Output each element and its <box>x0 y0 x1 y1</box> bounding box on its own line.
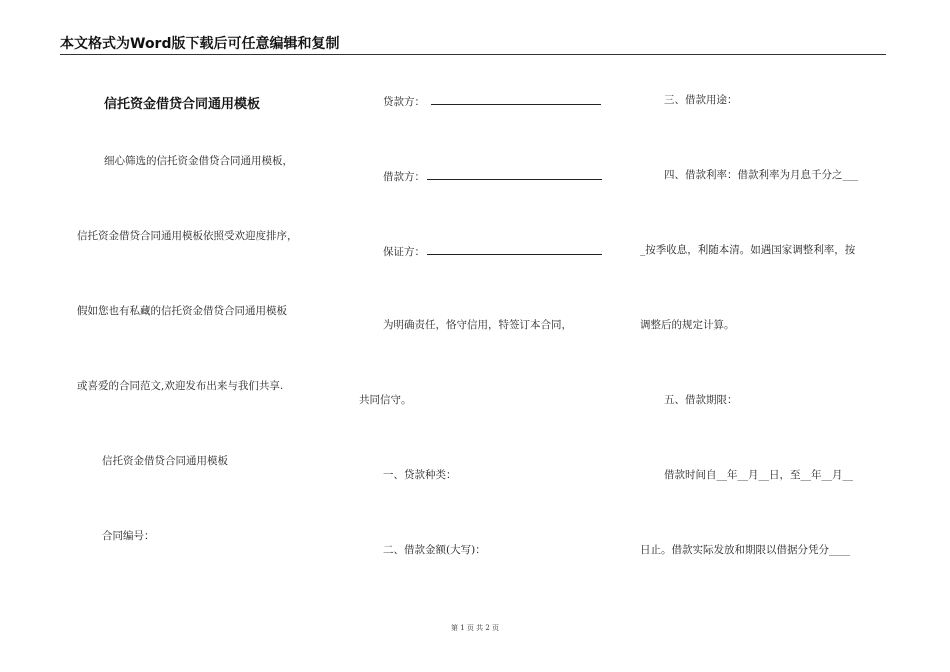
page-header <box>60 36 886 55</box>
lender-label: 贷款方： <box>383 96 425 108</box>
guarantor-field <box>383 243 602 259</box>
clause-interest-rate-cont: _按季收息，利随本清。如遇国家调整利率，按 <box>640 244 856 256</box>
contract-number-label: 合同编号： <box>102 530 155 542</box>
borrower-label: 借款方： <box>383 171 425 183</box>
header-title: 本文格式为Word版下载后可任意编辑和复制 <box>60 36 340 52</box>
lender-field <box>383 93 601 109</box>
purpose-statement: 为明确责任，恪守信用，特签订本合同， <box>383 319 572 331</box>
intro-line-2: 信托资金借贷合同通用模板依照受欢迎度排序， <box>77 230 298 242</box>
page-footer: 第 1 页 共 2 页 <box>450 624 500 632</box>
purpose-statement-cont: 共同信守。 <box>359 394 412 406</box>
clause-loan-amount: 二、借款金额(大写)： <box>383 544 486 556</box>
clause-loan-purpose: 三、借款用途： <box>664 94 738 106</box>
document-title: 信托资金借贷合同通用模板 <box>104 97 261 112</box>
lender-blank <box>431 93 601 105</box>
intro-line-4: 或喜爱的合同范文,欢迎发布出来与我们共享. <box>77 380 284 392</box>
clause-interest-rate: 四、借款利率：借款利率为月息千分之___ <box>664 169 859 181</box>
borrower-blank <box>427 168 602 180</box>
borrower-field <box>383 168 602 184</box>
clause-loan-term-line2: 日止。借款实际发放和期限以借据分凭分____ <box>640 544 850 556</box>
guarantor-label: 保证方： <box>383 246 425 258</box>
guarantor-blank <box>427 243 602 255</box>
template-name: 信托资金借贷合同通用模板 <box>102 455 228 467</box>
intro-line-1: 细心筛选的信托资金借贷合同通用模板， <box>104 155 293 167</box>
clause-interest-rate-cont2: 调整后的规定计算。 <box>640 319 735 331</box>
clause-loan-type: 一、贷款种类： <box>383 469 457 481</box>
clause-loan-term: 五、借款期限： <box>664 394 738 406</box>
intro-line-3: 假如您也有私藏的信托资金借贷合同通用模板 <box>77 305 287 317</box>
clause-loan-term-line1: 借款时间自__年__月__日，至__年__月__ <box>664 469 853 481</box>
